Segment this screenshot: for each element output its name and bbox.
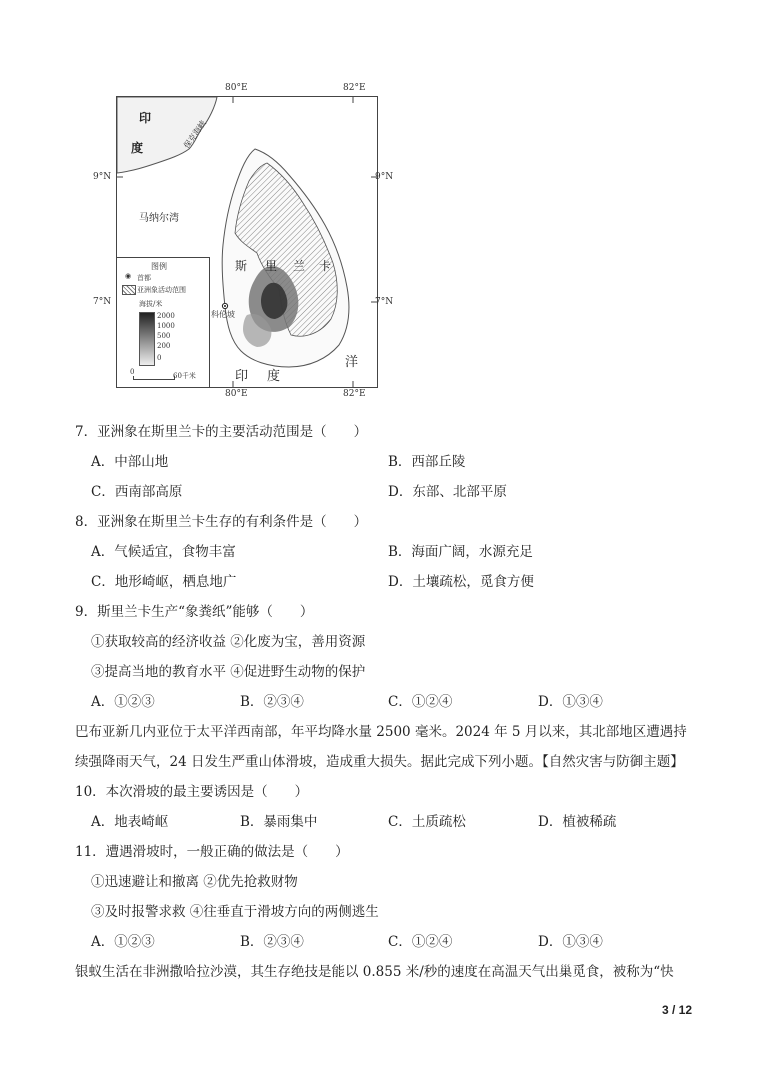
q9-option-a: A．①②③ (91, 694, 155, 710)
label-capital: 科伦坡 (211, 310, 235, 319)
label-gulf: 马纳尔湾 (139, 213, 179, 224)
q9-option-b: B．②③④ (240, 694, 304, 710)
label-ocean-3: 洋 (345, 355, 359, 370)
elev-500: 500 (157, 332, 171, 340)
q8-option-b: B．海面广阔，水源充足 (388, 544, 533, 560)
q10-stem: 10．本次滑坡的最主要诱因是（ ） (75, 784, 309, 800)
lon-bottom-right: 82°E (343, 389, 366, 399)
q9-option-c: C．①②④ (388, 694, 453, 710)
legend-elev-title: 海拔/米 (139, 300, 163, 308)
label-country-4: 卡 (319, 259, 332, 273)
q7-option-d: D．东部、北部平原 (388, 484, 507, 500)
q8-stem: 8．亚洲象在斯里兰卡生存的有利条件是（ ） (75, 514, 368, 530)
label-strait: 保克海峡 (182, 118, 208, 151)
label-country-1: 斯 (235, 259, 248, 273)
elevation-ramp (139, 312, 155, 366)
passage-line-2: 续强降雨天气，24 日发生严重山体滑坡，造成重大损失。据此完成下列小题。【自然灾害与防御主题】 (75, 754, 684, 770)
label-country-3: 兰 (293, 259, 306, 273)
q11-statements-2: ③及时报警求救 ④往垂直于滑坡方向的两侧逃生 (91, 904, 379, 920)
label-india-1: 印 (139, 111, 152, 125)
q9-stem: 9．斯里兰卡生产“象粪纸”能够（ ） (75, 604, 314, 620)
lon-top-right: 82°E (343, 83, 366, 93)
q11-statements-1: ①迅速避让和撤离 ②优先抢救财物 (91, 874, 298, 890)
lon-bottom-left: 80°E (225, 389, 248, 399)
lat-9-left: 9°N (93, 172, 112, 182)
map-legend (116, 257, 210, 388)
q9-statements-1: ①获取较高的经济收益 ②化废为宝，善用资源 (91, 634, 366, 650)
q10-option-b: B．暴雨集中 (240, 814, 318, 830)
q8-option-d: D．土壤疏松，觅食方便 (388, 574, 534, 590)
legend-range-label: 亚洲象活动范围 (137, 286, 186, 294)
label-country-2: 里 (265, 259, 278, 273)
q11-stem: 11．遭遇滑坡时，一般正确的做法是（ ） (75, 844, 349, 860)
q9-option-d: D．①③④ (538, 694, 603, 710)
q7-option-a: A．中部山地 (91, 454, 169, 470)
lat-7-left: 7°N (93, 297, 112, 307)
scale-label: 60千米 (173, 372, 196, 380)
q10-option-c: C．土质疏松 (388, 814, 466, 830)
label-ocean-1: 印 (235, 369, 249, 384)
legend-capital-label: 首都 (137, 274, 151, 282)
page-number: 3 / 12 (661, 1003, 692, 1017)
q11-option-a: A．①②③ (91, 934, 155, 950)
scale-zero: 0 (130, 368, 135, 376)
q11-option-d: D．①③④ (538, 934, 603, 950)
passage-line-3: 银蚁生活在非洲撒哈拉沙漠，其生存绝技是能以 0.855 米/秒的速度在高温天气出巢觅食，被称为“快 (75, 964, 674, 980)
q10-option-a: A．地表崎岖 (91, 814, 169, 830)
passage-line-1: 巴布亚新几内亚位于太平洋西南部，年平均降水量 2500 毫米。2024 年 5 月以来，其北部地区遭遇持 (75, 724, 687, 740)
q9-statements-2: ③提高当地的教育水平 ④促进野生动物的保护 (91, 664, 366, 680)
q10-option-d: D．植被稀疏 (538, 814, 617, 830)
q7-stem: 7．亚洲象在斯里兰卡的主要活动范围是（ ） (75, 424, 368, 440)
q7-option-b: B．西部丘陵 (388, 454, 466, 470)
legend-capital-icon: ◉ (125, 272, 132, 280)
lat-9-right: 9°N (375, 172, 394, 182)
elev-1000: 1000 (157, 322, 175, 330)
scale-bar (133, 376, 175, 380)
q11-option-c: C．①②④ (388, 934, 453, 950)
legend-title: 图例 (151, 262, 167, 271)
elev-2000: 2000 (157, 312, 175, 320)
lon-top-left: 80°E (225, 83, 248, 93)
lat-7-right: 7°N (375, 297, 394, 307)
q7-option-c: C．西南部高原 (91, 484, 183, 500)
elev-200: 200 (157, 342, 171, 350)
label-india-2: 度 (131, 141, 144, 155)
label-ocean-2: 度 (267, 369, 281, 384)
q11-option-b: B．②③④ (240, 934, 304, 950)
q8-option-c: C．地形崎岖，栖息地广 (91, 574, 237, 590)
elev-0: 0 (157, 354, 162, 362)
q8-option-a: A．气候适宜，食物丰富 (91, 544, 236, 560)
legend-range-swatch (122, 285, 136, 295)
